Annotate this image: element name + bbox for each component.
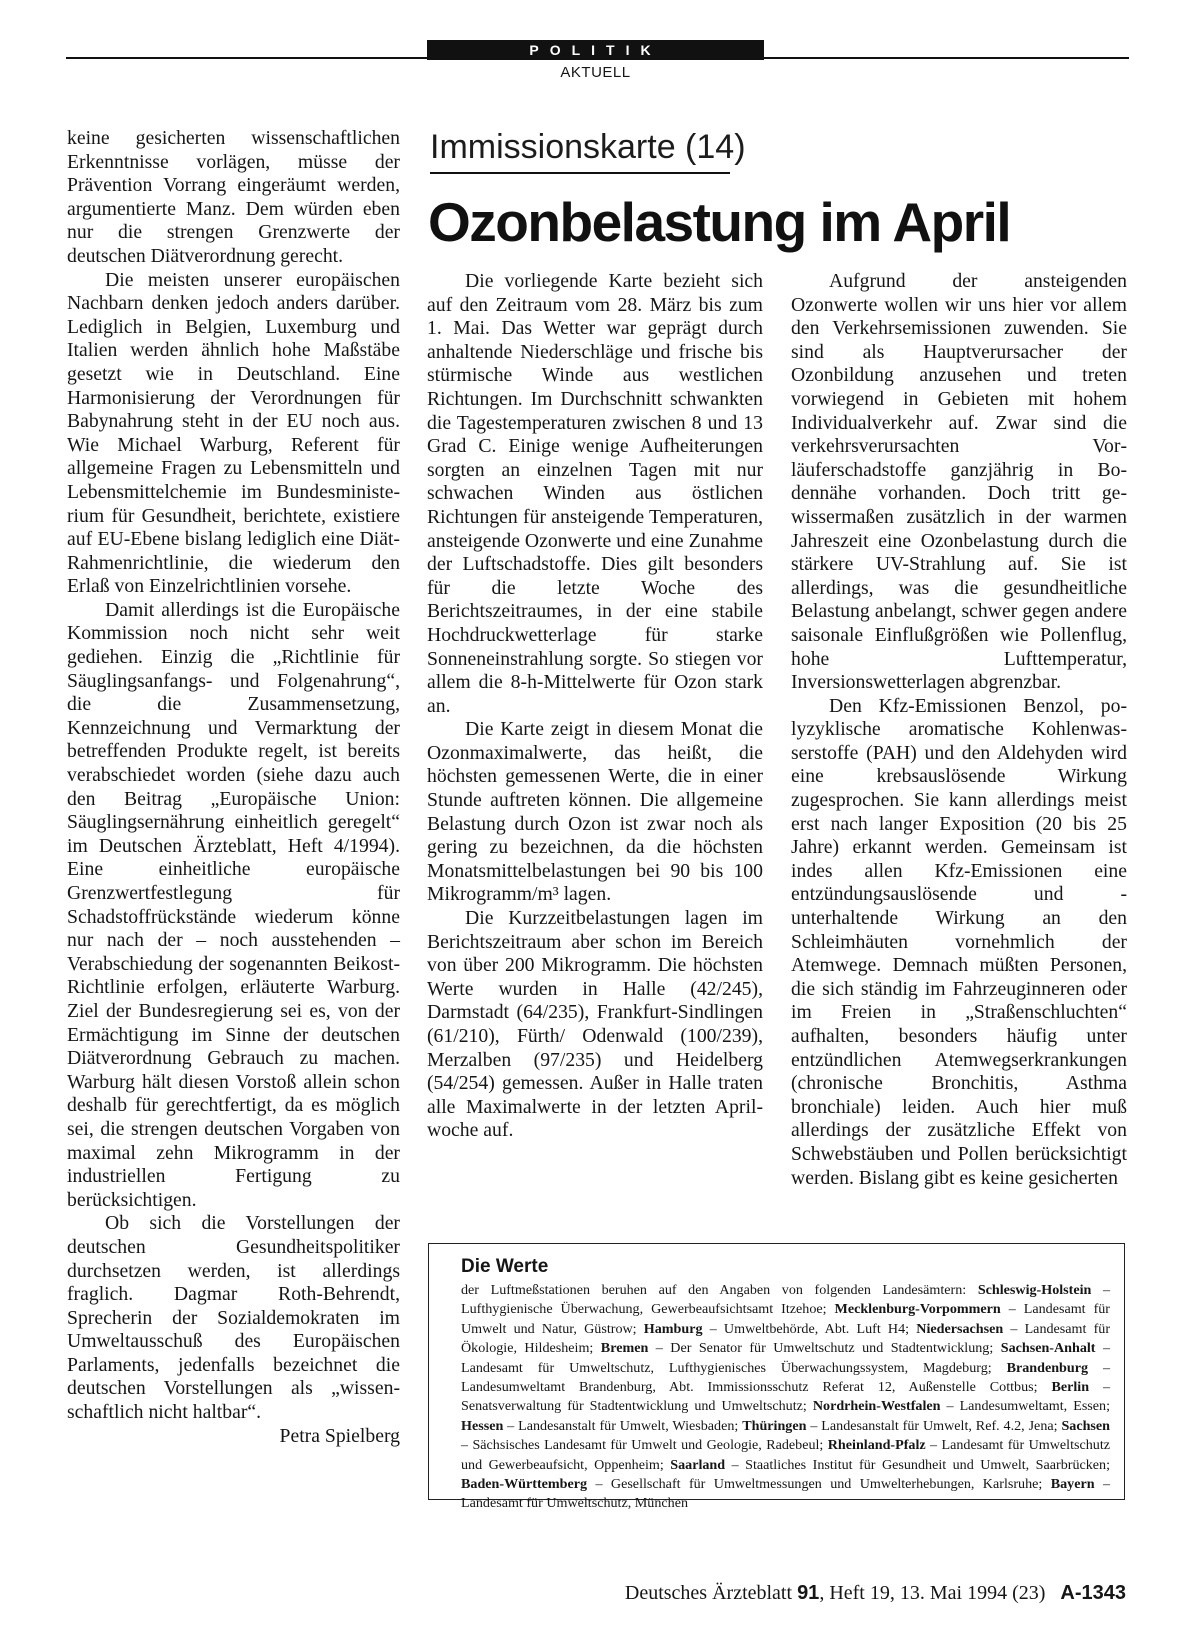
info-box-body: der Luftmeßstationen beruhen auf den Angaben von folgenden Landesämtern: Schleswig-Holstein – Lufthygienische Überwachung, Gewerbeaufsichtsamt Itzehoe; Mecklenburg-Vorpommern – Landesamt für Umwelt und Natur, Güstrow; Hamburg – Umweltbehörde, Abt. Luft H4; Niedersachsen – Landesamt für Ökologie, Hildesheim; Bremen – Der Senator für Umweltschutz und Stadtentwicklung; Sachsen-Anhalt – Landesamt für Umweltschutz, Lufthygienisches Überwachungssystem, Magdeburg; Brandenburg – Landesumweltamt Brandenburg, Abt. Immissionsschutz Referat 12, Außenstelle Cottbus; Berlin – Senatsverwaltung für Stadtentwicklung und Umweltschutz; Nordrhein-Westfalen – Landesumweltamt, Essen; Hessen – Landesanstalt für Umwelt, Wiesbaden; Thüringen – Landesanstalt für Umwelt, Ref. 4.2, Jena; Sachsen – Sächsisches Landesamt für Umwelt und Geologie, Radebeul; Rheinland-Pfalz – Landesamt für Umweltschutz und Gewerbeaufsicht, Oppenheim; Saarland – Staatliches Institut für Gesundheit und Umwelt, Saarbrücken; Baden-Württemberg – Gesellschaft für Umweltmessungen und Umwelterhebungen, Karlsruhe; Bayern – Landesamt für Umweltschutz, München bbox=[461, 1282, 1111, 1512]
paragraph: keine gesicherten wissenschaftlichen Erkenntnisse vorlägen, müsse der Prävention Vorrang eingeräumt werden, argumentierte Manz. Dem würden eben nur die strengen Grenzwerte der deutschen Diätverordnung gerecht. bbox=[67, 127, 400, 267]
paragraph: Den Kfz-Emissionen Benzol, polyzyklische aromatische Kohlenwasserstoffe (PAH) und den Aldehyden wird eine krebsauslösende Wirkung zugesprochen. Sie kann allerdings meist erst nach langer Exposition (20 bis 25 Jahre) erkannt werden. Gemeinsam ist indes allen Kfz-Emissionen eine entzündungsauslösende und -unterhaltende Wirkung an den Schleimhäuten vornehmlich der Atemwege. Demnach müßten Personen, die sich ständig im Fahrzeuginneren oder im Freien in „Straßenschluchten“ aufhalten, besonders häufig unter entzündlichen Atemwegserkrankungen (chronische Bronchitis, Asthma bronchiale) leiden. Auch hier muß allerdings der zusätzliche Effekt von Schwebstäuben und Pollen berücksichtigt werden. Bislang gibt es keine gesicherten bbox=[791, 694, 1127, 1189]
column-2 bbox=[427, 270, 763, 1143]
state-name: Bayern bbox=[1050, 1476, 1095, 1493]
subsection-label: AKTUELL bbox=[560, 64, 631, 81]
agency-name: Landesanstalt für Umwelt, Ref. 4.2, Jena; bbox=[821, 1417, 1058, 1434]
state-name: Thüringen bbox=[742, 1417, 807, 1434]
state-name: Baden-Württemberg bbox=[461, 1476, 588, 1493]
state-name: Saarland bbox=[670, 1456, 726, 1473]
journal-name: Deutsches Ärzteblatt bbox=[624, 1582, 793, 1604]
page-number: A-1343 bbox=[1060, 1582, 1126, 1604]
state-name: Sachsen bbox=[1061, 1417, 1110, 1434]
state-name: Brandenburg bbox=[1006, 1359, 1089, 1376]
state-name: Rheinland-Pfalz bbox=[827, 1437, 926, 1454]
agency-name: Senatsverwaltung für Stadtentwicklung und Umweltschutz; bbox=[461, 1398, 807, 1415]
state-name: Schleswig-Holstein bbox=[977, 1282, 1092, 1298]
agency-name: Landesanstalt für Umwelt, Wiesbaden; bbox=[518, 1417, 739, 1434]
author-byline: Petra Spielberg bbox=[279, 1424, 400, 1447]
paragraph: Damit allerdings ist die Europäische Kommission noch nicht sehr weit gediehen. Einzig die „Richtlinie für Säuglingsanfangs- und Folgenahrung“, die die Zusammensetzung, Kennzeichnung und Vermarktung der betreffenden Produkte regelt, ist bereits verabschiedet worden (siehe dazu auch den Beitrag „Europäische Union: Säuglingsernährung einheitlich geregelt“ im Deutschen Ärzteblatt, Heft 4/1994). Eine einheitliche europäische Grenzwertfestlegung für Schadstoffrückstände wiederum könne nur nach der – noch ausstehenden – Verabschiedung der sogenannten Beikost-Richtlinie erfolgen, erläuterte Warburg. Ziel der Bundesregierung sei es, von der Ermächtigung im Sinne der deutschen Diätverordnung Gebrauch zu machen. Warburg hält diesen Vorstoß allein schon deshalb für gerechtfertigt, da es möglich sei, die strengen deutschen Vorgaben von maximal zehn Mikrogramm in der industriellen Fertigung zu berücksichtigen. bbox=[67, 598, 400, 1211]
paragraph: Ob sich die Vorstellungen der deutschen Gesundheitspolitiker durchsetzen werden, ist allerdings fraglich. Dagmar Roth-Behrendt, Sprecherin der Sozialdemokraten im Umweltausschuß des Europäischen Parlaments, jedenfalls bezeichnet die deutschen Vorstellungen als „wissenschaftlich nicht haltbar“. bbox=[67, 1212, 400, 1424]
state-name: Hamburg bbox=[643, 1320, 703, 1337]
agency-name: Gesellschaft für Umweltmessungen und Umwelterhebungen, Karlsruhe; bbox=[610, 1476, 1043, 1493]
kicker-underline bbox=[430, 172, 730, 174]
state-name: Mecklenburg-Vorpommern bbox=[834, 1301, 1001, 1318]
column-1 bbox=[67, 127, 400, 1448]
agency-name: Der Senator für Umweltschutz und Stadtentwicklung; bbox=[670, 1340, 994, 1357]
agency-name: Staatliches Institut für Gesundheit und Umwelt, Saarbrücken; bbox=[745, 1456, 1111, 1473]
agency-name: Lufthygienische Überwachung, Gewerbeaufsichtsamt Itzehoe; bbox=[461, 1301, 827, 1318]
paragraph: Die Karte zeigt in diesem Monat die Ozonmaximalwerte, das heißt, die höchsten gemessenen Werte, die in einer Stunde auftreten können. Die allgemeine Belastung durch Ozon ist zwar noch als gering zu bezeichnen, da die höchsten Monatsmittelbelastungen bei 90 bis 100 Mikrogramm/m³ lagen. bbox=[427, 718, 763, 906]
state-name: Niedersachsen bbox=[916, 1320, 1004, 1337]
agency-name: Landesamt für Umweltschutz, München bbox=[461, 1495, 689, 1512]
info-box-title: Die Werte bbox=[461, 1256, 549, 1277]
issue-info: , Heft 19, 13. Mai 1994 (23) bbox=[819, 1582, 1046, 1604]
paragraph: Die Kurzzeitbelastungen lagen im Berichtszeitraum aber schon im Bereich von über 200 Mikrogramm. Die höchsten Werte wurden in Halle (42/245), Darmstadt (64/235), Frankfurt-Sindlingen (61/210), Fürth/ Odenwald (100/239), Merzalben (97/235) und Heidelberg (54/254) gemessen. Außer in Halle traten alle Maximalwerte in der letzten Aprilwoche auf. bbox=[427, 907, 763, 1142]
agency-name: Landesamt für Umweltschutz, Lufthygienisches Überwachungssystem, Magdeburg; bbox=[461, 1359, 992, 1376]
agency-name: Landesumweltamt Brandenburg, Abt. Immissionsschutz Referat 12, Außenstelle Cottbus; bbox=[461, 1379, 1038, 1396]
paragraph: Aufgrund der ansteigenden Ozonwerte wollen wir uns hier vor allem den Verkehrsemissionen zuwenden. Sie sind als Hauptverursacher der Ozonbildung anzusehen und treten vorwiegend in Gebieten mit hohem Individualverkehr auf. Zwar sind die verkehrsverursachten Vorläuferschadstoffe ganzjährig in Bodennähe vorhanden. Doch tritt gewissermaßen zusätzlich in der warmen Jahreszeit eine Ozonbelastung durch die stärkere UV-Strahlung auf. Sie ist allerdings, was die gesundheitliche Belastung anbelangt, schwer gegen andere saisonale Einflußgrößen wie Pollenflug, hohe Lufttemperatur, Inversionswetterlagen abgrenzbar. bbox=[791, 270, 1127, 694]
paragraph: Die vorliegende Karte bezieht sich auf den Zeitraum vom 28. März bis zum 1. Mai. Das Wetter war geprägt durch anhaltende Niederschläge und frische bis stürmische Winde aus westlichen Richtungen. Im Durchschnitt schwankten die Tagestemperaturen zwischen 8 und 13 Grad C. Einige wenige Aufheiterungen sorgten an einzelnen Tagen mit nur schwachen Winden aus östlichen Richtungen für ansteigende Temperaturen, ansteigende Ozonwerte und eine Zunahme der Luftschadstoffe. Dies gilt besonders für die letzte Woche des Berichtszeitraumes, in der eine stabile Hochdruckwetterlage für starke Sonneneinstrahlung sorgte. So stiegen vor allem die 8-h-Mittelwerte für Ozon stark an. bbox=[427, 270, 763, 717]
page-footer bbox=[625, 1582, 1126, 1605]
article-kicker: Immissionskarte (14) bbox=[430, 128, 746, 166]
agency-name: Landesumweltamt, Essen; bbox=[959, 1398, 1111, 1415]
agency-name: Umweltbehörde, Abt. Luft H4; bbox=[723, 1320, 910, 1337]
state-name: Sachsen-Anhalt bbox=[1000, 1340, 1096, 1357]
agency-name: Sächsisches Landesamt für Umwelt und Geologie, Radebeul; bbox=[472, 1437, 824, 1454]
info-box bbox=[428, 1243, 1125, 1512]
state-name: Hessen bbox=[461, 1417, 504, 1434]
state-name: Nordrhein-Westfalen bbox=[812, 1398, 941, 1415]
section-label: POLITIK bbox=[427, 40, 764, 60]
paragraph: Die meisten unserer europäischen Nachbarn denken jedoch anders darüber. Lediglich in Belgien, Luxemburg und Italien werden ähnlich hohe Maßstäbe gesetzt wie in Deutschland. Eine Harmonisierung der Verordnungen für Babynahrung steht in der EU noch aus. Wie Michael Warburg, Referent für allgemeine Fragen zu Lebensmitteln und Lebensmittelchemie im Bundesministerium für Gesundheit, berichtete, existiere auf EU-Ebene bislang lediglich eine Diät-Rahmenrichtlinie, die wiederum den Erlaß von Einzelrichtlinien vorsehe. bbox=[67, 268, 400, 598]
agency-name: Landesamt für Ökologie, Hildesheim; bbox=[461, 1320, 1111, 1357]
volume-number: 91 bbox=[797, 1582, 820, 1604]
info-box-intro: der Luftmeßstationen beruhen auf den Angaben von folgenden Landesämtern: bbox=[461, 1282, 967, 1298]
state-name: Berlin bbox=[1051, 1379, 1090, 1396]
article-headline: Ozonbelastung im April bbox=[428, 191, 1011, 253]
state-name: Bremen bbox=[600, 1340, 649, 1357]
agency-name: Landesamt für Umweltschutz und Gewerbeaufsicht, Oppenheim; bbox=[461, 1437, 1110, 1473]
column-3 bbox=[791, 270, 1127, 1190]
agency-name: Landesamt für Umwelt und Natur, Güstrow; bbox=[461, 1301, 1111, 1337]
